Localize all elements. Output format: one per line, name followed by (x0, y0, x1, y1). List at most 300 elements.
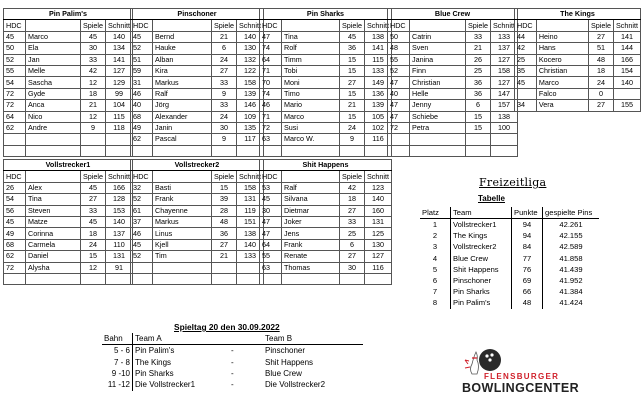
hdc: 71 (260, 111, 282, 122)
platz: 7 (432, 287, 438, 297)
team-table-vollstrecker2 (130, 159, 264, 285)
player-row (4, 88, 133, 99)
schnitt: 131 (365, 216, 392, 227)
spiele: 42 (340, 182, 365, 193)
player-row (131, 111, 264, 122)
hdc: 63 (260, 134, 282, 145)
bahn: 11 -12 (107, 380, 130, 390)
player-name: Frank (153, 194, 212, 205)
hdc: 56 (4, 205, 26, 216)
punkte: 76 (512, 264, 543, 275)
name-header (153, 20, 212, 31)
col-team: Team (451, 207, 512, 219)
player-name: Alban (153, 54, 212, 65)
player-row (131, 251, 264, 262)
player-row (131, 54, 264, 65)
hdc: 59 (131, 65, 153, 76)
player-name (410, 134, 466, 145)
hdc: 72 (260, 122, 282, 133)
player-name: Tobi (282, 65, 340, 76)
spiele (212, 273, 237, 284)
player-row (260, 100, 392, 111)
hdc: 47 (260, 31, 282, 42)
player-name: Janina (410, 54, 466, 65)
player-name: Steven (26, 205, 81, 216)
player-row (260, 273, 392, 284)
name-header (26, 20, 81, 31)
spiele: 6 (212, 43, 237, 54)
pins: 41.384 (543, 286, 600, 297)
spiele: 12 (81, 77, 106, 88)
hdc: 26 (4, 182, 26, 193)
player-name: Daniel (26, 251, 81, 262)
player-row (4, 239, 133, 250)
spiele-header: Spiele (340, 171, 365, 182)
schnitt: 153 (106, 205, 133, 216)
team-b: Pinschoner (265, 346, 306, 356)
player-row (4, 216, 133, 227)
schnitt: 138 (237, 228, 264, 239)
team-a: Pin Palim's (133, 345, 230, 357)
spiele (81, 134, 106, 145)
team-name: Vollstrecker1 (4, 160, 133, 171)
player-row (131, 262, 264, 273)
spiele: 27 (340, 205, 365, 216)
player-name: Hans (536, 43, 588, 54)
schnitt: 140 (613, 77, 640, 88)
hdc: 50 (388, 31, 410, 42)
schnitt: 118 (106, 122, 133, 133)
hdc: 68 (4, 239, 26, 250)
hdc: 55 (388, 54, 410, 65)
hdc: 37 (131, 216, 153, 227)
standings-subtitle: Tabelle (478, 194, 505, 203)
hdc: 70 (260, 77, 282, 88)
spiele: 30 (212, 122, 237, 133)
spiele (340, 273, 365, 284)
standings-row (420, 253, 599, 264)
col-pins: gespielte Pins (543, 207, 600, 219)
standings-table (420, 207, 599, 309)
spiele: 33 (212, 100, 237, 111)
hdc: 53 (260, 182, 282, 193)
player-row (260, 134, 392, 145)
hdc-header: HDC (515, 20, 537, 31)
hdc: 63 (260, 262, 282, 273)
player-name: Jan (26, 54, 81, 65)
spiele: 27 (589, 31, 614, 42)
spiele: 36 (212, 228, 237, 239)
team-name: Blue Crew (388, 9, 518, 20)
hdc: 47 (388, 100, 410, 111)
spiele: 21 (212, 251, 237, 262)
hdc: 25 (515, 54, 537, 65)
player-row (131, 43, 264, 54)
player-name: Ela (26, 43, 81, 54)
player-row (388, 43, 518, 54)
schnitt: 144 (613, 43, 640, 54)
player-name: Andre (26, 122, 81, 133)
player-name: Marco (26, 31, 81, 42)
player-name: Susi (282, 122, 340, 133)
hdc: 49 (4, 228, 26, 239)
schnitt: 157 (491, 100, 518, 111)
hdc-header: HDC (131, 20, 153, 31)
spiele: 6 (340, 239, 365, 250)
platz: 6 (432, 276, 438, 286)
player-name: Kira (153, 65, 212, 76)
schnitt (106, 134, 133, 145)
player-name: Dietmar (282, 205, 340, 216)
hdc: 40 (131, 100, 153, 111)
hdc: 40 (388, 88, 410, 99)
spiele: 51 (589, 43, 614, 54)
schnitt (106, 273, 133, 284)
hdc: 44 (515, 31, 537, 42)
player-row (515, 100, 641, 111)
player-name: Ralf (153, 88, 212, 99)
schnitt: 147 (491, 88, 518, 99)
schnitt: 125 (365, 228, 392, 239)
player-name: Bernd (153, 31, 212, 42)
player-name: Jörg (153, 100, 212, 111)
team: Shit Happens (451, 264, 512, 275)
player-row (4, 31, 133, 42)
bahn: 7 - 8 (113, 357, 130, 367)
name-header (153, 171, 212, 182)
hdc: 45 (4, 216, 26, 227)
player-row (4, 77, 133, 88)
hdc: 45 (131, 31, 153, 42)
pins: 41.424 (543, 297, 600, 308)
spiele: 30 (340, 262, 365, 273)
spiele-header: Spiele (212, 171, 237, 182)
logo-line2: BOWLINGCENTER (462, 381, 579, 395)
player-name: Sascha (26, 77, 81, 88)
player-row (260, 145, 392, 156)
player-name (153, 273, 212, 284)
team-table-vollstrecker1 (3, 159, 133, 285)
player-name: Mario (282, 100, 340, 111)
player-name: Janin (153, 122, 212, 133)
player-name (153, 145, 212, 156)
standings-row (420, 264, 599, 275)
punkte: 69 (512, 275, 543, 286)
spiele: 27 (340, 251, 365, 262)
hdc: 34 (515, 100, 537, 111)
team-a: Die Vollstrecker1 (133, 379, 230, 390)
schnitt: 140 (365, 194, 392, 205)
spiele: 15 (340, 54, 365, 65)
col-punkte: Punkte (512, 207, 543, 219)
schedule-table (102, 333, 363, 391)
player-name: Markus (153, 216, 212, 227)
schnitt: 110 (106, 239, 133, 250)
player-row (388, 77, 518, 88)
spiele-header: Spiele (589, 20, 614, 31)
hdc (260, 145, 282, 156)
spiele-header: Spiele (212, 20, 237, 31)
spiele: 27 (340, 77, 365, 88)
player-row (4, 134, 133, 145)
player-row (4, 194, 133, 205)
team-table-pinschoner (130, 8, 264, 157)
player-row (4, 273, 133, 284)
vs-dash: - (231, 346, 234, 356)
schnitt: 127 (365, 251, 392, 262)
vs-dash: - (231, 380, 234, 390)
vs-dash: - (231, 368, 234, 378)
spiele: 15 (466, 111, 491, 122)
spiele: 33 (81, 205, 106, 216)
player-name: Thomas (282, 262, 340, 273)
team-b: Die Vollstrecker2 (265, 380, 326, 390)
spiele: 45 (81, 182, 106, 193)
player-row (131, 194, 264, 205)
hdc (131, 145, 153, 156)
schnitt: 102 (365, 122, 392, 133)
player-name (153, 262, 212, 273)
schnitt: 146 (237, 100, 264, 111)
spiele: 48 (212, 216, 237, 227)
player-row (260, 205, 392, 216)
hdc: 61 (131, 205, 153, 216)
player-row (131, 122, 264, 133)
player-name: Markus (153, 77, 212, 88)
schnitt: 116 (365, 262, 392, 273)
player-name: Gyde (26, 88, 81, 99)
spiele: 33 (212, 77, 237, 88)
player-name: Chayenne (153, 205, 212, 216)
player-row (4, 228, 133, 239)
schnitt: 137 (106, 228, 133, 239)
schedule-row (102, 345, 363, 357)
platz: 3 (432, 242, 438, 252)
schnitt: 122 (237, 65, 264, 76)
team: The Kings (451, 230, 512, 241)
hdc: 64 (260, 239, 282, 250)
hdc: 32 (131, 182, 153, 193)
hdc: 52 (131, 194, 153, 205)
hdc: 48 (388, 43, 410, 54)
punkte: 94 (512, 219, 543, 231)
spiele: 30 (81, 43, 106, 54)
player-row (4, 251, 133, 262)
schnitt: 116 (365, 134, 392, 145)
player-name: Marco (536, 77, 588, 88)
spiele: 36 (466, 77, 491, 88)
spiele: 33 (466, 31, 491, 42)
player-row (260, 122, 392, 133)
schnitt: 155 (613, 100, 640, 111)
pins: 41.858 (543, 253, 600, 264)
schnitt: 131 (237, 194, 264, 205)
player-row (515, 43, 641, 54)
spiele: 12 (81, 262, 106, 273)
hdc (131, 273, 153, 284)
spiele: 33 (81, 54, 106, 65)
player-name: Linus (153, 228, 212, 239)
hdc: 47 (388, 111, 410, 122)
player-row (388, 54, 518, 65)
col-bahn: Bahn (102, 333, 133, 345)
player-name: Heino (536, 31, 588, 42)
schnitt: 115 (106, 111, 133, 122)
team-name: Pinschoner (131, 9, 264, 20)
hdc: 72 (4, 262, 26, 273)
team-table-pin-palim-s (3, 8, 133, 157)
spiele: 45 (81, 31, 106, 42)
standings-row (420, 297, 599, 308)
spiele (81, 273, 106, 284)
player-name: Hauke (153, 43, 212, 54)
hdc (388, 134, 410, 145)
spiele: 18 (340, 194, 365, 205)
hdc: 31 (131, 77, 153, 88)
schnitt: 134 (106, 43, 133, 54)
hdc: 47 (260, 228, 282, 239)
player-name: Anca (26, 100, 81, 111)
player-name: Melle (26, 65, 81, 76)
schnitt: 128 (106, 194, 133, 205)
hdc: 47 (388, 77, 410, 88)
player-name: Tim (153, 251, 212, 262)
schnitt: 130 (237, 43, 264, 54)
player-name: Tina (26, 194, 81, 205)
punkte: 94 (512, 230, 543, 241)
hdc: 49 (131, 122, 153, 133)
player-name: Alysha (26, 262, 81, 273)
player-name: Christian (536, 65, 588, 76)
hdc (4, 273, 26, 284)
spiele: 9 (212, 88, 237, 99)
player-row (4, 122, 133, 133)
name-header (26, 171, 81, 182)
spiele (466, 145, 491, 156)
platz: 4 (432, 253, 438, 263)
spiele-header: Spiele (340, 20, 365, 31)
bahn: 9 -10 (111, 368, 130, 378)
spiele: 21 (340, 100, 365, 111)
spiele: 24 (212, 111, 237, 122)
player-row (388, 65, 518, 76)
player-row (260, 111, 392, 122)
player-row (4, 262, 133, 273)
team-table-blue-crew (387, 8, 518, 157)
spiele: 6 (466, 100, 491, 111)
team-name: Vollstrecker2 (131, 160, 264, 171)
schnitt (365, 273, 392, 284)
hdc: 71 (260, 65, 282, 76)
schnitt: 158 (237, 182, 264, 193)
standings-row (420, 241, 599, 252)
hdc: 52 (4, 54, 26, 65)
schnitt (613, 88, 640, 99)
standings-row (420, 286, 599, 297)
player-row (4, 205, 133, 216)
player-row (260, 77, 392, 88)
pins: 42.261 (543, 219, 600, 231)
team-a: Pin Sharks (133, 368, 230, 379)
player-row (4, 145, 133, 156)
spiele: 9 (212, 134, 237, 145)
hdc (131, 262, 153, 273)
schnitt (491, 134, 518, 145)
team: Vollstrecker1 (451, 219, 512, 231)
schnitt: 137 (491, 43, 518, 54)
player-row (388, 111, 518, 122)
hdc: 45 (515, 77, 537, 88)
hdc: 55 (260, 251, 282, 262)
pins: 42.589 (543, 241, 600, 252)
schnitt: 127 (491, 77, 518, 88)
hdc-header: HDC (260, 20, 282, 31)
player-row (131, 216, 264, 227)
player-name: Nico (26, 111, 81, 122)
schnitt: 140 (237, 239, 264, 250)
schnitt: 123 (365, 182, 392, 193)
player-row (4, 65, 133, 76)
spiele: 25 (340, 228, 365, 239)
hdc: 45 (131, 239, 153, 250)
spiele: 15 (340, 65, 365, 76)
punkte: 66 (512, 286, 543, 297)
schnitt: 119 (237, 205, 264, 216)
player-name: Silvana (282, 194, 340, 205)
player-row (131, 88, 264, 99)
player-name: Marco (282, 111, 340, 122)
spiele: 15 (81, 251, 106, 262)
spiele: 27 (212, 239, 237, 250)
player-name: Corinna (26, 228, 81, 239)
col-team-b: Team B (263, 333, 363, 345)
player-name (26, 273, 81, 284)
hdc: 72 (4, 100, 26, 111)
schnitt: 132 (237, 54, 264, 65)
player-row (388, 134, 518, 145)
player-row (260, 54, 392, 65)
player-row (260, 194, 392, 205)
spiele: 15 (466, 122, 491, 133)
hdc: 42 (515, 43, 537, 54)
vs-dash: - (231, 357, 234, 367)
player-name: Carmela (26, 239, 81, 250)
player-row (388, 145, 518, 156)
player-name: Frank (282, 239, 340, 250)
schnitt: 141 (613, 31, 640, 42)
hdc: 35 (515, 65, 537, 76)
spiele: 33 (340, 216, 365, 227)
team-table-shit-happens (259, 159, 392, 285)
schnitt: 129 (106, 77, 133, 88)
hdc (515, 88, 537, 99)
player-name: Sven (410, 43, 466, 54)
spiele: 15 (212, 182, 237, 193)
schnitt: 158 (491, 65, 518, 76)
hdc: 72 (4, 88, 26, 99)
spiele (340, 145, 365, 156)
schnitt: 154 (613, 65, 640, 76)
player-row (4, 54, 133, 65)
player-row (260, 65, 392, 76)
hdc-header: HDC (260, 171, 282, 182)
team-name: Pin Sharks (260, 9, 392, 20)
hdc: 47 (260, 216, 282, 227)
spiele: 18 (589, 65, 614, 76)
hdc: 62 (131, 134, 153, 145)
player-name (26, 134, 81, 145)
player-name: Alex (26, 182, 81, 193)
